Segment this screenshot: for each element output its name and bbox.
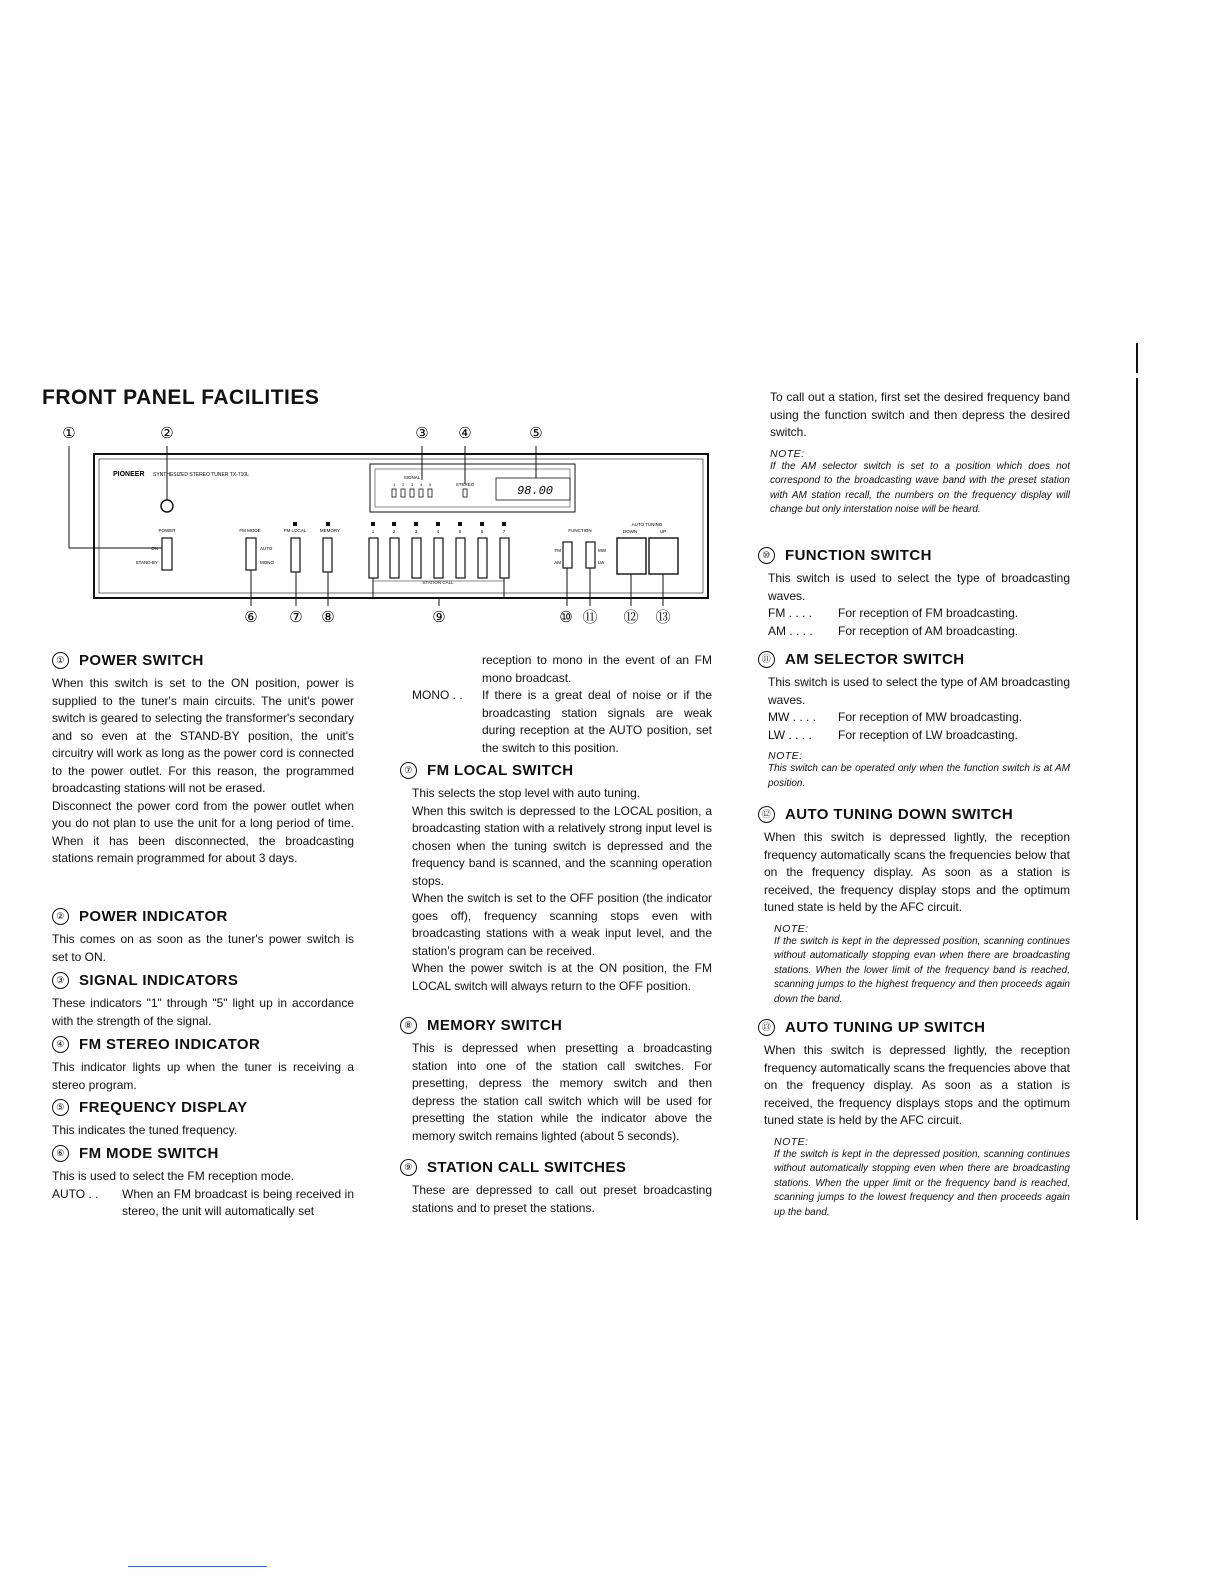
fm-mode-switch bbox=[246, 538, 256, 570]
section-heading: FM STEREO INDICATOR bbox=[79, 1036, 261, 1053]
section-heading: POWER INDICATOR bbox=[79, 908, 228, 925]
section-power-indicator: ② POWER INDICATOR This comes on as soon as the tuner's power switch is set to ON. bbox=[52, 908, 354, 964]
power-switch bbox=[162, 538, 172, 570]
fm-local-switch bbox=[291, 538, 300, 572]
svg-text:4: 4 bbox=[436, 529, 440, 534]
section-power-switch: ① POWER SWITCH When this switch is set to the ON position, power is supplied to the tuner's main circuits. The unit's power switch is geared to selecting the transformer's secondary and so even at the STAND-BY position, the unit's circuitry will work as long as the power cord is connected to the power outlet. For this reason, the programmed broadcasting stations will not be erased. Disconnect the power cord from the power outlet when you do not plan to use the unit for a long period of time. When it has been disconnected, the broadcasting stations remain programmed for about 3 days. bbox=[52, 652, 354, 865]
svg-text:FM: FM bbox=[554, 548, 561, 553]
section-auto-tuning-down: ⑫ AUTO TUNING DOWN SWITCH When this switch is depressed lightly, the reception frequency automatically scans the frequencies below that on the frequency display. As soon as a station is received, the frequency display stops and the optimum tuned state is held by the AFC circuit. NOTE: If the switch is kept in the depressed position, scanning continues without automatically stopping evan when there are broadcasting stations. When the lower limit of the frequency band is reached, scanning jumps to the highest frequency and then proceeds again down the band. bbox=[758, 806, 1070, 1007]
section-heading: STATION CALL SWITCHES bbox=[427, 1159, 627, 1176]
brand-logo: PIONEER bbox=[113, 471, 145, 478]
callout-7: ⑦ bbox=[289, 609, 303, 626]
svg-text:4: 4 bbox=[420, 482, 423, 487]
section-heading: FREQUENCY DISPLAY bbox=[79, 1099, 248, 1116]
callout-1: ① bbox=[62, 425, 76, 442]
page-edge-mark bbox=[1136, 343, 1138, 373]
front-panel-diagram bbox=[50, 418, 710, 630]
svg-text:6: 6 bbox=[480, 529, 484, 534]
section-am-selector-switch: ⑪ AM SELECTOR SWITCH This switch is used to select the type of AM broadcasting waves. MW . . . . For reception of MW broadcasting. LW . . . . For reception of LW broadcasting. NOTE: This switch can be operated only when the function switch is at AM position. bbox=[758, 651, 1070, 791]
auto-tuning-up-button bbox=[649, 538, 678, 574]
callout-2: ② bbox=[160, 425, 174, 442]
function-switch bbox=[563, 542, 572, 568]
section-intro: To call out a station, first set the desired frequency band using the function switch and then depress the desired switch. NOTE: If the AM selector switch is set to a position which does not correspond to the broadcasting wave band with the preset station with AM station recall, the numbers on the frequency display will change but only interstation noise will be heard. bbox=[770, 390, 1070, 515]
section-fm-mode-cont: reception to mono in the event of an FM mono broadcast. MONO . . If there is a great deal of noise or if the broadcasting station signals are weak during reception at the AUTO position, set the switch to this position. bbox=[412, 653, 712, 755]
frequency-readout: 98.00 bbox=[516, 484, 554, 498]
svg-text:2: 2 bbox=[392, 529, 396, 534]
section-frequency-display: ⑤ FREQUENCY DISPLAY This indicates the tuned frequency. bbox=[52, 1099, 248, 1137]
section-heading: AUTO TUNING DOWN SWITCH bbox=[785, 806, 1014, 823]
page-title: FRONT PANEL FACILITIES bbox=[42, 386, 320, 409]
svg-text:LW: LW bbox=[598, 560, 605, 565]
stereo-indicator bbox=[463, 489, 467, 497]
section-station-call-switches: ⑨ STATION CALL SWITCHES These are depressed to call out preset broadcasting stations and to preset the stations. bbox=[400, 1159, 712, 1217]
svg-text:7: 7 bbox=[502, 529, 506, 534]
auto-tuning-down-button bbox=[617, 538, 646, 574]
section-function-switch: ⑩ FUNCTION SWITCH This switch is used to select the type of broadcasting waves. FM . . . . For reception of FM broadcasting. AM . . . . For reception of AM broadcasting. bbox=[758, 547, 1070, 640]
callout-11: ⑪ bbox=[582, 609, 598, 626]
section-heading: FM MODE SWITCH bbox=[79, 1145, 219, 1162]
svg-text:AM: AM bbox=[554, 560, 561, 565]
svg-text:MEMORY: MEMORY bbox=[319, 528, 341, 533]
svg-text:STAND-BY: STAND-BY bbox=[135, 560, 158, 565]
callout-4: ④ bbox=[458, 425, 472, 442]
svg-text:MONO: MONO bbox=[260, 560, 274, 565]
svg-text:5: 5 bbox=[458, 529, 462, 534]
svg-text:AUTO: AUTO bbox=[260, 546, 273, 551]
section-fm-local-switch: ⑦ FM LOCAL SWITCH This selects the stop level with auto tuning. When this switch is depressed to the LOCAL position, a broadcasting station with a relatively strong input level is chosen when the tuning switch is depressed and the frequency band is scanned, and the scanning operation stops. When the switch is set to the OFF position (the indicator goes off), frequency scanning stops even with broadcasting stations with a weak input level, and the station's program can be received. When the power switch is at the ON position, the FM LOCAL switch will always return to the OFF position. bbox=[400, 762, 712, 995]
section-heading: FM LOCAL SWITCH bbox=[427, 762, 574, 779]
section-heading: FUNCTION SWITCH bbox=[785, 547, 932, 564]
svg-text:FM MODE: FM MODE bbox=[239, 528, 261, 533]
section-heading: AM SELECTOR SWITCH bbox=[785, 651, 965, 668]
callout-3: ③ bbox=[415, 425, 429, 442]
section-fm-mode-switch: ⑥ FM MODE SWITCH This is used to select the FM reception mode. AUTO . . When an FM broadcast is being received in stereo, the unit will automatically set bbox=[52, 1145, 354, 1218]
model-label: SYNTHESIZED STEREO TUNER TX-710L bbox=[153, 472, 249, 478]
svg-text:POWER: POWER bbox=[158, 528, 176, 533]
section-signal-indicators: ③ SIGNAL INDICATORS These indicators "1" through "5" light up in accordance with the strength of the signal. bbox=[52, 972, 354, 1028]
page-edge-rule bbox=[1136, 378, 1138, 1220]
section-heading: SIGNAL INDICATORS bbox=[79, 972, 239, 989]
section-heading: AUTO TUNING UP SWITCH bbox=[785, 1019, 986, 1036]
callout-6: ⑥ bbox=[244, 609, 258, 626]
stereo-label: STEREO bbox=[455, 482, 475, 487]
section-auto-tuning-up: ⑬ AUTO TUNING UP SWITCH When this switch is depressed lightly, the reception frequency automatically scans the frequencies above that on the frequency display. As soon as a station is received, the frequency displays stops and the optimum tuned state is held by the AFC circuit. NOTE: If the switch is kept in the depressed position, scanning continues without automatically stopping even when there are broadcasting stations. When the upper limit or the frequency band is reached, scanning jumps to the lowest frequency and then proceeds again up the band. bbox=[758, 1019, 1070, 1220]
callout-12: ⑫ bbox=[623, 609, 639, 626]
signal-indicators bbox=[392, 489, 432, 497]
svg-text:2: 2 bbox=[402, 482, 405, 487]
section-fm-stereo-indicator: ④ FM STEREO INDICATOR This indicator lights up when the tuner is receiving a stereo program. bbox=[52, 1036, 354, 1092]
callout-5: ⑤ bbox=[529, 425, 543, 442]
power-indicator bbox=[161, 500, 173, 512]
svg-text:1: 1 bbox=[371, 529, 375, 534]
svg-text:1: 1 bbox=[393, 482, 396, 487]
svg-text:UP: UP bbox=[659, 529, 667, 534]
svg-text:3: 3 bbox=[414, 529, 418, 534]
svg-text:3: 3 bbox=[411, 482, 414, 487]
svg-text:MW: MW bbox=[598, 548, 606, 553]
section-heading: POWER SWITCH bbox=[79, 652, 204, 669]
section-heading: MEMORY SWITCH bbox=[427, 1017, 563, 1034]
svg-text:STATION CALL: STATION CALL bbox=[422, 580, 454, 585]
svg-text:ON: ON bbox=[151, 546, 158, 551]
am-selector-switch bbox=[586, 542, 595, 568]
svg-text:DOWN: DOWN bbox=[622, 529, 638, 534]
memory-switch bbox=[323, 538, 332, 572]
callout-9: ⑨ bbox=[432, 609, 446, 626]
svg-text:5: 5 bbox=[429, 482, 432, 487]
callout-10: ⑩ bbox=[559, 609, 573, 626]
section-memory-switch: ⑧ MEMORY SWITCH This is depressed when presetting a broadcasting station into one of the station call switches. For presetting, depress the memory switch and then depress the station call switch which will be used for presetting the station while the indicator above the memory switch remains lighted (about 5 seconds). bbox=[400, 1017, 712, 1145]
svg-text:FM LOCAL: FM LOCAL bbox=[283, 528, 307, 533]
svg-text:FUNCTION: FUNCTION bbox=[568, 528, 592, 533]
bottom-rule bbox=[128, 1566, 267, 1567]
callout-8: ⑧ bbox=[321, 609, 335, 626]
signal-label: SIGNAL bbox=[403, 475, 421, 480]
svg-text:AUTO TUNING: AUTO TUNING bbox=[631, 522, 663, 527]
station-call-switches bbox=[369, 538, 509, 578]
callout-13: ⑬ bbox=[655, 609, 671, 626]
